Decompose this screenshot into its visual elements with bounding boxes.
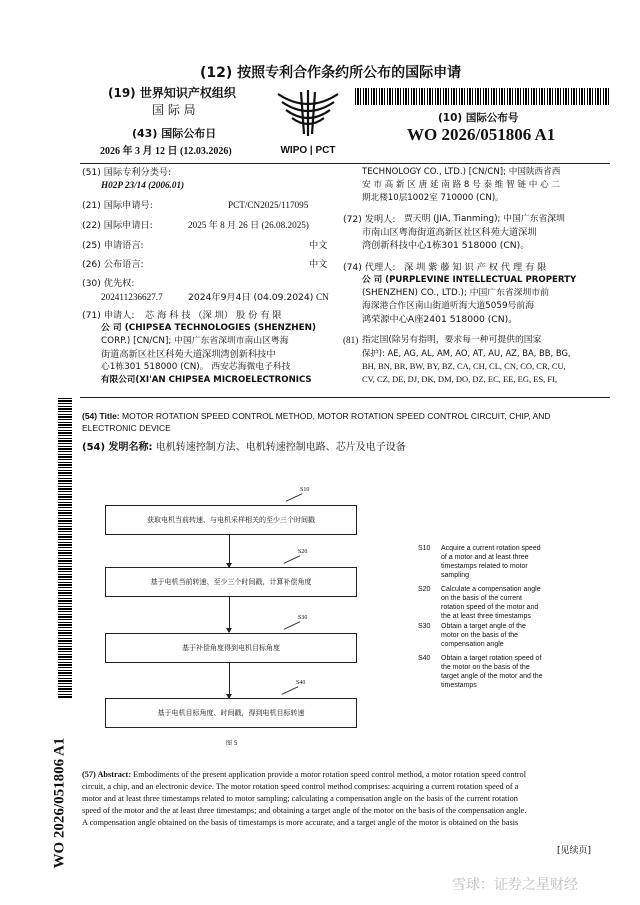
legend-text: the at least three timestamps xyxy=(441,613,531,620)
field-30-country: CN xyxy=(316,292,329,302)
side-pub-no: WO 2026/051806 A1 xyxy=(51,737,68,869)
field-71-line: 有限公司(XI'AN CHIPSEA MICROELECTRONICS xyxy=(101,375,312,385)
step-leader xyxy=(284,621,301,630)
field-71-label: (71) 申请人: xyxy=(82,310,135,321)
legend-text: timestamps related to motor xyxy=(441,563,528,570)
legend-text: Obtain a target angle of the xyxy=(441,623,526,630)
title-cn xyxy=(82,441,406,454)
field-71-line: 心1栋301 518000 (CN)。 西安芯海微电子科技 xyxy=(101,362,291,372)
field-51-label: (51) 国际专利分类号: xyxy=(82,167,172,178)
flow-step-s40: 基于电机目标角度、时间戳，得到电机目标转速 xyxy=(105,698,357,728)
field-72-line: 市南山区粤海街道高新区社区科苑大道深圳 xyxy=(362,227,537,238)
watermark: 雪球：证券之星财经 xyxy=(452,877,578,893)
abstract-text: Embodiments of the present application provide a motor rotation speed control method, a motor rotation speed control xyxy=(133,770,527,779)
field-71-line: 芯 海 科 技 （深 圳） 股 份 有 限 xyxy=(145,310,282,321)
legend-text: the motor on the basis of the xyxy=(441,664,530,671)
header-divider xyxy=(80,163,610,164)
field-74-line: (SHENZHEN) CO., LTD.); 中国广东省深圳市前 xyxy=(362,288,549,298)
field-22-label: (22) 国际申请日: xyxy=(82,220,153,231)
step-label-s30: S30 xyxy=(298,615,308,621)
field-26-label: (26) 公布语言: xyxy=(82,259,144,270)
title-en-line2: ELECTRONIC DEVICE xyxy=(82,423,171,433)
field-21-value: PCT/CN2025/117095 xyxy=(228,200,309,210)
field-71-line: 公 司 (CHIPSEA TECHNOLOGIES (SHENZHEN) xyxy=(101,323,317,333)
abstract xyxy=(82,769,610,829)
abstract-label: (57) Abstract: xyxy=(82,770,132,779)
abstract-line: speed of the motor and the at least three timestamps; and obtaining a target angle of the motor on the basis of the compensation angle. xyxy=(82,806,527,815)
legend-text: Calculate a compensation angle xyxy=(441,586,541,593)
legend-text: compensation angle xyxy=(441,641,504,648)
wipo-logo xyxy=(268,84,348,154)
field-74-line: 深 圳 紫 藤 知 识 产 权 代 理 有 限 xyxy=(404,262,547,273)
field-26-value: 中文 xyxy=(309,259,328,270)
legend-text: on the basis of the current xyxy=(441,595,522,602)
step-leader xyxy=(282,686,299,695)
field-22-value: 2025 年 8 月 26 日 (26.08.2025) xyxy=(188,220,309,230)
step-label-s10: S10 xyxy=(300,487,310,493)
field-74-label: (74) 代理人: xyxy=(343,262,396,273)
document-title: (12) 按照专利合作条约所公布的国际申请 xyxy=(200,65,462,81)
side-barcode xyxy=(58,398,72,698)
abstract-line xyxy=(82,769,610,781)
top-barcode xyxy=(355,88,610,105)
org-bureau: 国 际 局 xyxy=(152,103,196,117)
field-21-label: (21) 国际申请号: xyxy=(82,200,153,211)
wipo-emblem-icon xyxy=(268,84,348,140)
legend-text: timestamps xyxy=(441,682,477,689)
field-74-line: 鸿荣源中心A座2401 518000 (CN)。 xyxy=(362,314,518,325)
abstract-line: motor and at least three timestamps related to motor sampling; calculating a compensation angle on the basis of the current rotation xyxy=(82,794,518,803)
legend-text: target angle of the motor and the xyxy=(441,673,543,680)
field-25-label: (25) 申请语言: xyxy=(82,240,144,251)
org-name: (19) 世界知识产权组织 xyxy=(108,86,236,100)
flow-arrow xyxy=(229,596,230,632)
field-72-label: (72) 发明人: xyxy=(343,214,396,225)
abstract-line: A compensation angle obtained on the basis of timestamps is more accurate, and a target angle of the motor is obtained on the basis xyxy=(82,818,519,827)
legend-key: S30 xyxy=(418,623,431,630)
title-en-text: MOTOR ROTATION SPEED CONTROL METHOD, MOTOR ROTATION SPEED CONTROL CIRCUIT, CHIP, AND xyxy=(122,411,551,421)
pub-date-label: (43) 国际公布日 xyxy=(132,127,217,140)
title-cn-text: 电机转速控制方法、电机转速控制电路、芯片及电子设备 xyxy=(155,442,406,453)
field-71-continued: 安 市 高 新 区 唐 延 南 路 8 号 泰 维 智 链 中 心 二 xyxy=(362,180,561,190)
field-81-line: 保护): AE, AG, AL, AM, AO, AT, AU, AZ, BA, BB, BG, xyxy=(362,348,571,358)
flow-arrow xyxy=(229,662,230,698)
wipo-pct-text: WIPO | PCT xyxy=(280,145,336,156)
pub-date: 2026 年 3 月 12 日 (12.03.2026) xyxy=(100,146,232,157)
field-74-line: 海深港合作区南山街道听海大道5059号前海 xyxy=(362,301,534,311)
legend-text: sampling xyxy=(441,572,470,579)
field-30-date: 2024年9月4日 (04.09.2024) xyxy=(188,292,314,303)
field-71-continued: 期北楼10层1002室 710000 (CN)。 xyxy=(362,193,504,203)
legend-text: Acquire a current rotation speed xyxy=(441,545,541,552)
legend-key: S10 xyxy=(418,545,431,552)
abstract-line: circuit, a chip, and an electronic device. The motor rotation speed control method comprises: acquiring a current rotation speed of a xyxy=(82,782,519,791)
step-label-s20: S20 xyxy=(298,549,308,555)
legend-text: of a motor and at least three xyxy=(441,554,529,561)
title-divider xyxy=(80,397,610,398)
legend-text: Obtain a target rotation speed of xyxy=(441,655,542,662)
field-30-number: 202411236627.7 xyxy=(101,292,163,302)
legend-text: motor on the basis of the xyxy=(441,632,519,639)
field-71-line: CORP.) [CN/CN]; 中国广东省深圳市南山区粤海 xyxy=(101,336,289,346)
flow-step-s20: 基于电机当前转速、至少三个时间戳，计算补偿角度 xyxy=(105,567,357,597)
field-81-line: 指定国(除另有指明，要求每一种可提供的国家 xyxy=(362,335,542,345)
field-81-label: (81) xyxy=(343,335,359,345)
field-81-line: CV, CZ, DE, DJ, DK, DM, DO, DZ, EC, EE, EG, ES, FI, xyxy=(362,374,558,384)
field-25-value: 中文 xyxy=(309,240,328,251)
field-71-continued: TECHNOLOGY CO., LTD.) [CN/CN]; 中国陕西省西 xyxy=(362,167,561,177)
step-leader xyxy=(284,555,301,564)
flow-arrow xyxy=(229,534,230,567)
title-cn-label: (54) 发明名称: xyxy=(82,442,153,453)
field-72-line: 湾创新科技中心1栋301 518000 (CN)。 xyxy=(362,240,530,251)
field-71-line: 街道高新区社区科苑大道深圳湾创新科技中 xyxy=(101,349,276,360)
legend-key: S20 xyxy=(418,586,431,593)
legend-text: rotation speed of the motor and xyxy=(441,604,539,611)
continued-note: [见续页] xyxy=(557,846,592,856)
field-74-line: 公 司 (PURPLEVINE INTELLECTUAL PROPERTY xyxy=(362,275,577,285)
legend-key: S40 xyxy=(418,655,431,662)
flow-step-s10: 获取电机当前转速、与电机采样相关的至少三个时间戳 xyxy=(105,505,357,535)
field-51-value: H02P 23/14 (2006.01) xyxy=(101,180,185,190)
pub-no-label: (10) 国际公布号 xyxy=(438,112,519,124)
field-81-line: BH, BN, BR, BW, BY, BZ, CA, CH, CL, CN, CO, CR, CU, xyxy=(362,361,566,371)
flow-step-s30: 基于补偿角度得到电机目标角度 xyxy=(105,633,357,663)
step-leader xyxy=(286,493,303,502)
step-label-s40: S40 xyxy=(296,680,306,686)
figure-caption: 图 5 xyxy=(226,740,238,747)
field-72-line: 贾天明 (JIA, Tianming); 中国广东省深圳 xyxy=(404,214,565,224)
field-30-label: (30) 优先权: xyxy=(82,278,135,289)
pub-no: WO 2026/051806 A1 xyxy=(407,125,556,144)
title-en-label: (54) Title: xyxy=(82,411,120,421)
